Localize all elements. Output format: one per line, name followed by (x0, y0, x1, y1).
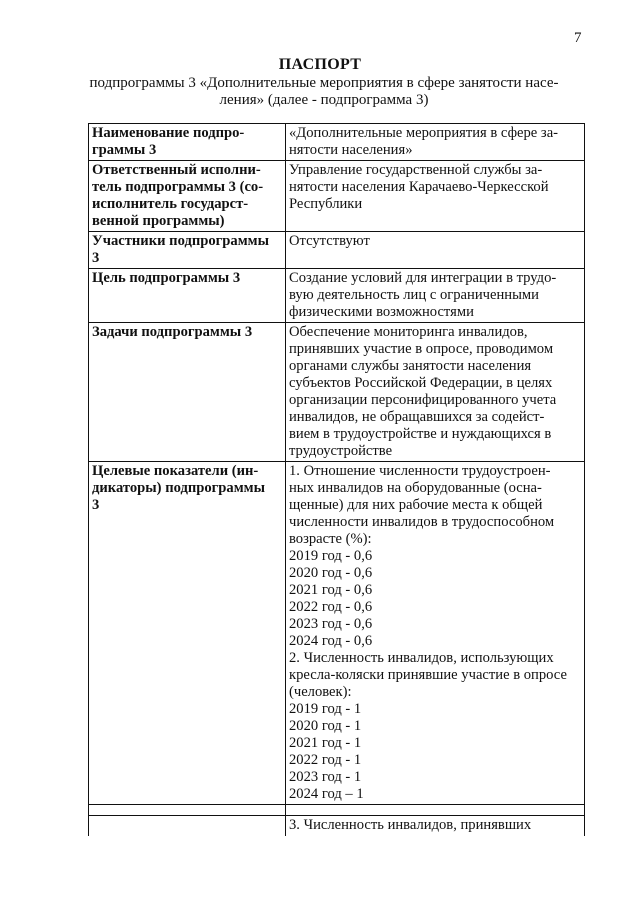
row-label-line: дикаторы) подпрограммы (92, 480, 265, 496)
row-value-line: субъектов Российской Федерации, в целях (289, 375, 553, 391)
table-row (89, 462, 585, 805)
row-value-line: 2024 год – 1 (289, 786, 364, 802)
doc-title: ПАСПОРТ (278, 56, 362, 73)
row-value-line: трудоустройстве (289, 443, 393, 459)
row-label-line: Целевые показатели (ин- (92, 463, 259, 479)
row-value-line: численности инвалидов в трудоспособном (289, 514, 555, 530)
row-label-line: Ответственный исполни- (92, 162, 261, 178)
row-value-line: инвалидов, не обращавшихся за содейст- (289, 409, 545, 425)
subtitle-line: подпрограммы 3 «Дополнительные мероприятия в сфере занятости насе- (89, 75, 559, 91)
row-label-line: Задачи подпрограммы 3 (92, 324, 253, 340)
row-value-line: Отсутствуют (289, 233, 370, 249)
row-value-line: 2022 год - 1 (289, 752, 362, 768)
row-value (286, 269, 585, 323)
row-label (89, 124, 286, 161)
row-value-line: 2. Численность инвалидов, использующих (289, 650, 554, 666)
passport-table-body (89, 124, 585, 837)
row-value-line: ных инвалидов на оборудованные (осна- (289, 480, 542, 496)
row-value-line: 2021 год - 1 (289, 735, 362, 751)
row-value (286, 232, 585, 269)
row-value-line: щенные) для них рабочие места к общей (289, 497, 543, 513)
doc-subtitle (80, 75, 568, 109)
row-label-line: 3 (92, 497, 100, 513)
row-value-line: возрасте (%): (289, 531, 372, 547)
row-value-line: 2023 год - 0,6 (289, 616, 373, 632)
row-value (286, 462, 585, 805)
row-value-line: 3. Численность инвалидов, принявших (289, 817, 532, 833)
row-value-line: 2023 год - 1 (289, 769, 362, 785)
row-value-line: 2019 год - 1 (289, 701, 362, 717)
row-value-line: 1. Отношение численности трудоустроен- (289, 463, 551, 479)
row-value-line: (человек): (289, 684, 352, 700)
spacer-cell (89, 805, 286, 816)
row-value (286, 124, 585, 161)
page-number: 7 (574, 30, 582, 46)
row-value-line: физическими возможностями (289, 304, 474, 320)
row-value (286, 816, 585, 837)
row-value (286, 323, 585, 462)
row-value-line: 2020 год - 0,6 (289, 565, 373, 581)
row-value-line: Республики (289, 196, 363, 212)
passport-table (88, 123, 585, 836)
row-label (89, 161, 286, 232)
table-row-continued (89, 816, 585, 837)
table-row (89, 124, 585, 161)
row-value-line: органами службы занятости населения (289, 358, 532, 374)
row-value-line: 2024 год - 0,6 (289, 633, 373, 649)
row-value-line: нятости населения» (289, 142, 413, 158)
row-label (89, 462, 286, 805)
row-label (89, 232, 286, 269)
table-row (89, 323, 585, 462)
row-value-line: вием в трудоустройстве и нуждающихся в (289, 426, 552, 442)
row-value-line: 2020 год - 1 (289, 718, 362, 734)
row-label-line: тель подпрограммы 3 (со- (92, 179, 264, 195)
row-label (89, 323, 286, 462)
row-label-line: Наименование подпро- (92, 125, 245, 141)
row-value-line: организации персонифицированного учета (289, 392, 557, 408)
table-row (89, 269, 585, 323)
row-label-line: венной программы) (92, 213, 225, 229)
table-row (89, 232, 585, 269)
row-value-line: принявших участие в опросе, проводимом (289, 341, 554, 357)
row-value-line: 2019 год - 0,6 (289, 548, 373, 564)
table-row (89, 161, 585, 232)
row-label-line: Участники подпрограммы (92, 233, 269, 249)
row-label (89, 816, 286, 837)
row-label-line: Цель подпрограммы 3 (92, 270, 241, 286)
row-value-line: 2022 год - 0,6 (289, 599, 373, 615)
row-value (286, 161, 585, 232)
spacer-cell (286, 805, 585, 816)
row-value-line: Обеспечение мониторинга инвалидов, (289, 324, 528, 340)
row-value-line: кресла-коляски принявшие участие в опросе (289, 667, 567, 683)
row-value-line: «Дополнительные мероприятия в сфере за- (289, 125, 559, 141)
row-value-line: 2021 год - 0,6 (289, 582, 373, 598)
row-value-line: Управление государственной службы за- (289, 162, 543, 178)
row-label-line: исполнитель государст- (92, 196, 249, 212)
table-row-spacer (89, 805, 585, 816)
row-value-line: вую деятельность лиц с ограниченными (289, 287, 539, 303)
row-value-line: нятости населения Карачаево-Черкесской (289, 179, 549, 195)
row-label-line: граммы 3 (92, 142, 157, 158)
row-value-line: Создание условий для интеграции в трудо- (289, 270, 557, 286)
row-label-line: 3 (92, 250, 100, 266)
subtitle-line: ления» (далее - подпрограмма 3) (219, 92, 429, 108)
row-label (89, 269, 286, 323)
